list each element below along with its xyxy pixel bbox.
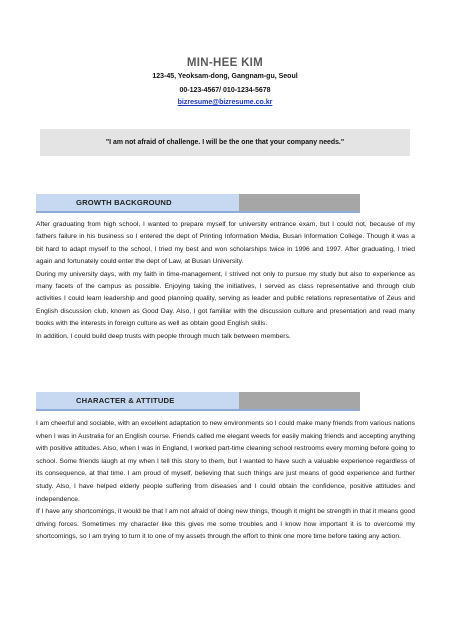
section-header-accent <box>239 392 360 409</box>
applicant-name: MIN-HEE KIM <box>186 57 264 69</box>
paragraph: During my university days, with my faith in time-management, I strived not only to pursue my study but also to experience as many facets of the campus as possible. Enjoying taking the initiatives, I served as class representative and through club activities I could learn leadership and good planning quality, serving as leader and public relations representative of Zeus and English discussion club, known as Good Day. Also, I got familiar with the discussion culture and presentation and read many books with the interests in foreign culture as well as obtain good English skills. <box>36 270 415 328</box>
character-attitude-text <box>36 418 415 544</box>
section-header-character <box>36 392 360 409</box>
paragraph: I am cheerful and sociable, with an excellent adaptation to new environments so I could make many friends from various nations when I was in Australia for an English course. Friends called me elegant weeds for easily making friends and accepting anything with positive attitudes. Also, when I was in England, I worked part-time cleaning school restrooms every morning before going to school. Some friends laugh at my when I tell this story to them, but I wanted to have such a valuable experience regardless of its consequence, at that time. I am proud of myself, believing that such things are just means of good experience and further study. Also, I have helped elderly people suffering from diseases and I could obtain the confidence, positive attitudes and independence. <box>36 420 415 503</box>
motto-box <box>40 129 410 156</box>
section-title: CHARACTER & ATTITUDE <box>76 396 175 405</box>
phone-line: 00-123-4567/ 010-1234-5678 <box>179 87 271 94</box>
motto-text: "I am not afraid of challenge. I will be the one that your company needs." <box>105 139 345 146</box>
section-header-growth <box>36 194 360 211</box>
address-line: 123-45, Yeoksam-dong, Gangnam-gu, Seoul <box>152 73 298 80</box>
section-header-underline <box>36 211 360 213</box>
email-link[interactable]: bizresume@bizresume.co.kr <box>177 99 273 106</box>
section-title: GROWTH BACKGROUND <box>76 198 172 207</box>
paragraph: In addition, I could build deep trusts with people through much talk between members. <box>36 332 291 340</box>
growth-background-text <box>36 219 415 343</box>
section-header-underline <box>36 409 360 411</box>
paragraph: If I have any shortcomings, it would be that I am not afraid of doing new things, though it might be strength in that it means good driving forces. Sometimes my character like this gives me some troubles and I know how important it is to overcome my shortcomings, so I am trying to turn it to one of my assets through the effort to think one more time before taking any action. <box>36 508 415 541</box>
paragraph: After graduating from high school, I wanted to prepare myself for university entrance exam, but I could not, because of my fathers failure in his business so I entered the dept of Printing Information Media, Busan Information College. Though it was a bit hard to adapt myself to the school, I tried my best and won scholarships twice in 1996 and 1997. After graduating, I tried again and fortunately could enter the dept of Law, at Busan University. <box>36 221 415 266</box>
section-header-accent <box>239 194 360 211</box>
